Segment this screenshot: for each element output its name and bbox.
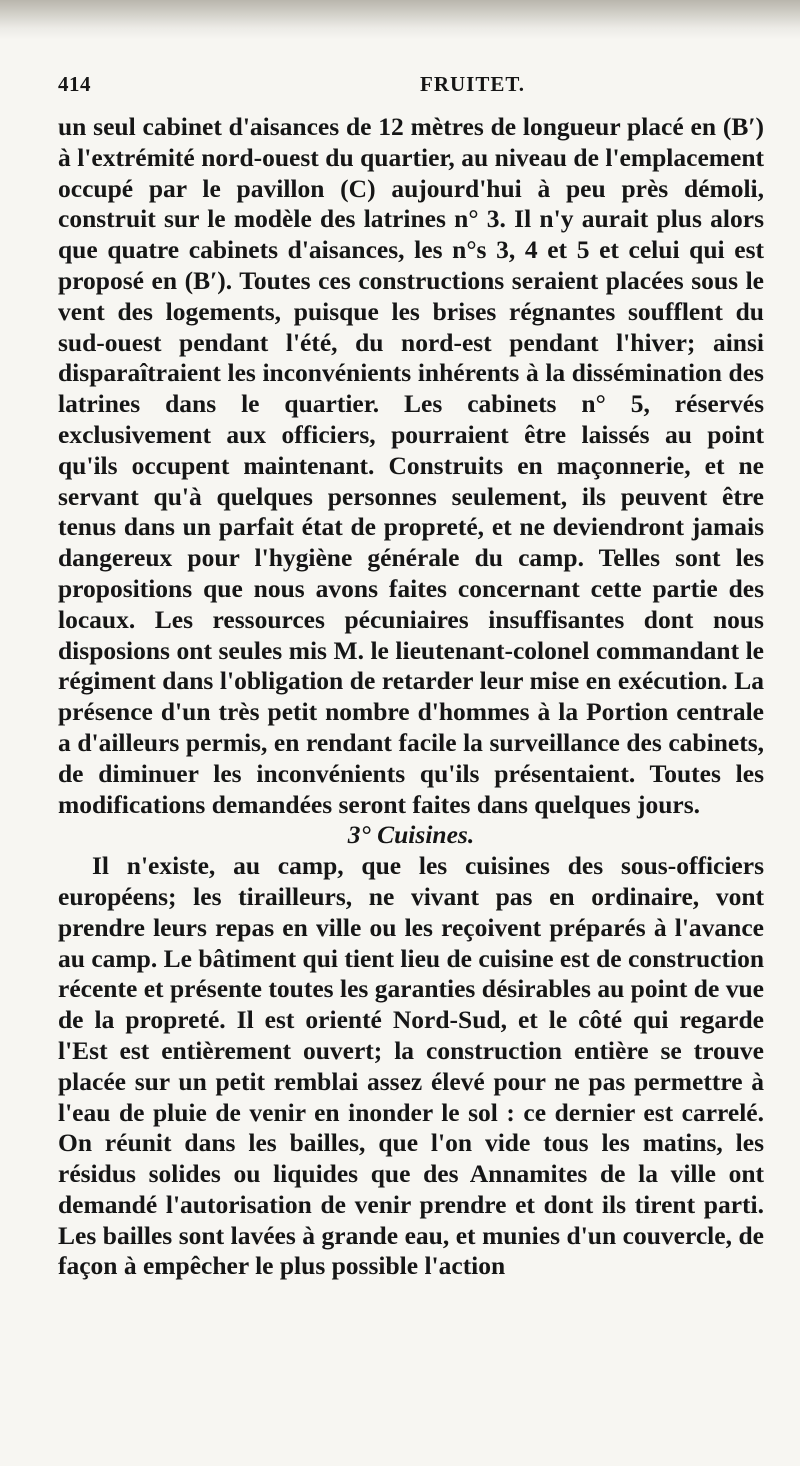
body-text <box>58 112 764 1282</box>
paragraph-cuisines: Il n'existe, au camp, que les cuisines des sous-officiers européens; les tirailleurs, ne vivant pas en ordinaire, vont prendre leurs repas en ville ou les reçoivent préparés à l'avance au camp. Le bâtiment qui tient lieu de cuisine est de construction récente et présente toutes les garanties désirables au point de vue de la propreté. Il est orienté Nord-Sud, et le côté qui regarde l'Est est entièrement ouvert; la construction entière se trouve placée sur un petit remblai assez élevé pour ne pas permettre à l'eau de pluie de venir en inonder le sol : ce dernier est carrelé. On réunit dans les bailles, que l'on vide tous les matins, les résidus solides ou liquides que des Annamites de la ville ont demandé l'autorisation de venir prendre et dont ils tirent parti. Les bailles sont lavées à grande eau, et munies d'un couvercle, de façon à empêcher le plus possible l'action <box>58 851 764 1281</box>
running-head: FRUITET. <box>420 72 526 96</box>
section-heading: 3° Cuisines. <box>347 820 475 850</box>
scan-edge <box>0 0 800 40</box>
page-header <box>58 72 758 102</box>
paragraph-latrines: un seul cabinet d'aisances de 12 mètres de longueur placé en (B′) à l'extrémité nord-ouest du quartier, au niveau de l'emplacement occupé par le pavillon (C) aujourd'hui à peu près démoli, construit sur le modèle des latrines n° 3. Il n'y aurait plus alors que quatre cabinets d'aisances, les n°s 3, 4 et 5 et celui qui est proposé en (B′). Toutes ces constructions seraient placées sous le vent des logements, puisque les brises régnantes soufflent du sud-ouest pendant l'été, du nord-est pendant l'hiver; ainsi disparaîtraient les inconvénients inhérents à la dissémination des latrines dans le quartier. Les cabinets n° 5, réservés exclusivement aux officiers, pourraient être laissés au point qu'ils occupent maintenant. Construits en maçonnerie, et ne servant qu'à quelques personnes seulement, ils peuvent être tenus dans un parfait état de propreté, et ne deviendront jamais dangereux pour l'hygiène générale du camp. Telles sont les propositions que nous avons faites concernant cette partie des locaux. Les ressources pécuniaires insuffisantes dont nous disposions ont seules mis M. le lieutenant-colonel commandant le régiment dans l'obligation de retarder leur mise en exécution. La présence d'un très petit nombre d'hommes à la Portion centrale a d'ailleurs permis, en rendant facile la surveillance des cabinets, de diminuer les inconvénients qu'ils présentaient. Toutes les modifications demandées seront faites dans quelques jours. <box>58 112 764 819</box>
page-number: 414 <box>58 72 91 96</box>
